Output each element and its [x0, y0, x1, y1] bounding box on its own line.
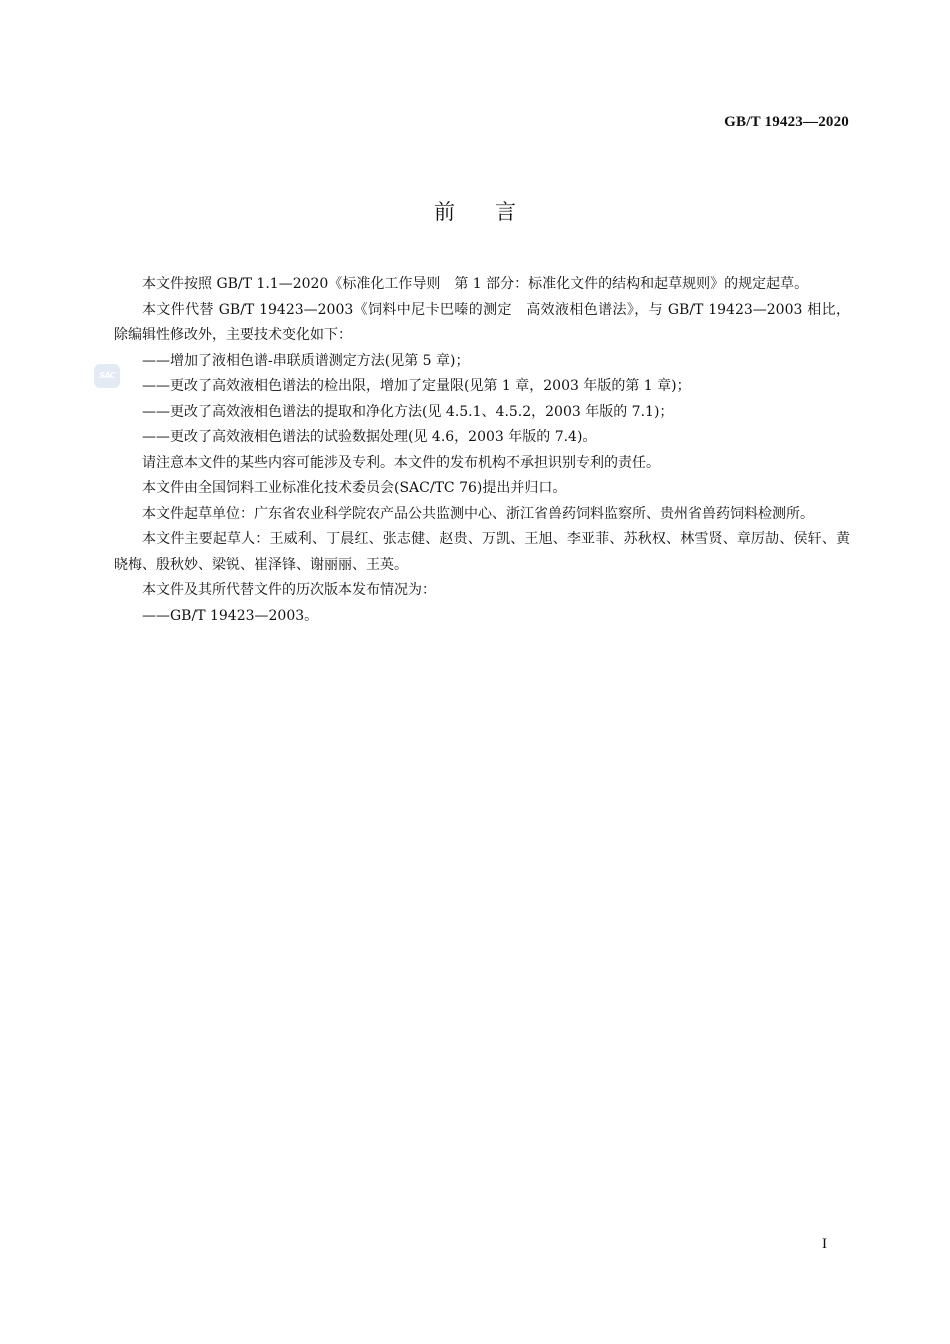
change-item: ——更改了高效液相色谱法的检出限，增加了定量限(见第 1 章，2003 年版的第 1 章)；	[142, 378, 691, 394]
paragraph-drafting-rules: 本文件按照 GB/T 1.1—2020《标准化工作导则 第 1 部分：标准化文件的结构和起草规则》的规定起草。	[142, 276, 809, 292]
change-item: ——更改了高效液相色谱法的提取和净化方法(见 4.5.1、4.5.2，2003 年版的 7.1)；	[142, 403, 674, 420]
page-number: I	[822, 1236, 827, 1252]
paragraph-proposer: 本文件由全国饲料工业标准化技术委员会(SAC/TC 76)提出并归口。	[142, 480, 567, 496]
paragraph-drafting-units: 本文件起草单位：广东省农业科学院农产品公共监测中心、浙江省兽药饲料监察所、贵州省兽药饲料检测所。	[142, 505, 814, 522]
change-item: ——更改了高效液相色谱法的试验数据处理(见 4.6，2003 年版的 7.4)。	[142, 429, 597, 445]
version-item: ——GB/T 19423—2003。	[142, 607, 319, 624]
sac-logo-watermark: SAC	[94, 364, 120, 388]
paragraph-patent-notice: 请注意本文件的某些内容可能涉及专利。本文件的发布机构不承担识别专利的责任。	[142, 454, 660, 471]
page-title: 前言	[434, 200, 556, 224]
paragraph-version-history: 本文件及其所代替文件的历次版本发布情况为：	[142, 582, 436, 598]
paragraph-drafters: 本文件主要起草人：王威利、丁晨红、张志健、赵贵、万凯、王旭、李亚菲、苏秋权、林雪贤、章厉劼、侯轩、黄晓梅、殷秋妙、梁锐、崔泽锋、谢丽丽、王英。	[114, 531, 850, 573]
foreword-body	[114, 272, 850, 629]
paragraph-replaces: 本文件代替 GB/T 19423—2003《饲料中尼卡巴嗪的测定 高效液相色谱法》，与 GB/T 19423—2003 相比，除编辑性修改外，主要技术变化如下：	[114, 301, 850, 343]
standard-code: GB/T 19423—2020	[724, 114, 849, 130]
change-item: ——增加了液相色谱-串联质谱测定方法(见第 5 章)；	[142, 352, 470, 369]
